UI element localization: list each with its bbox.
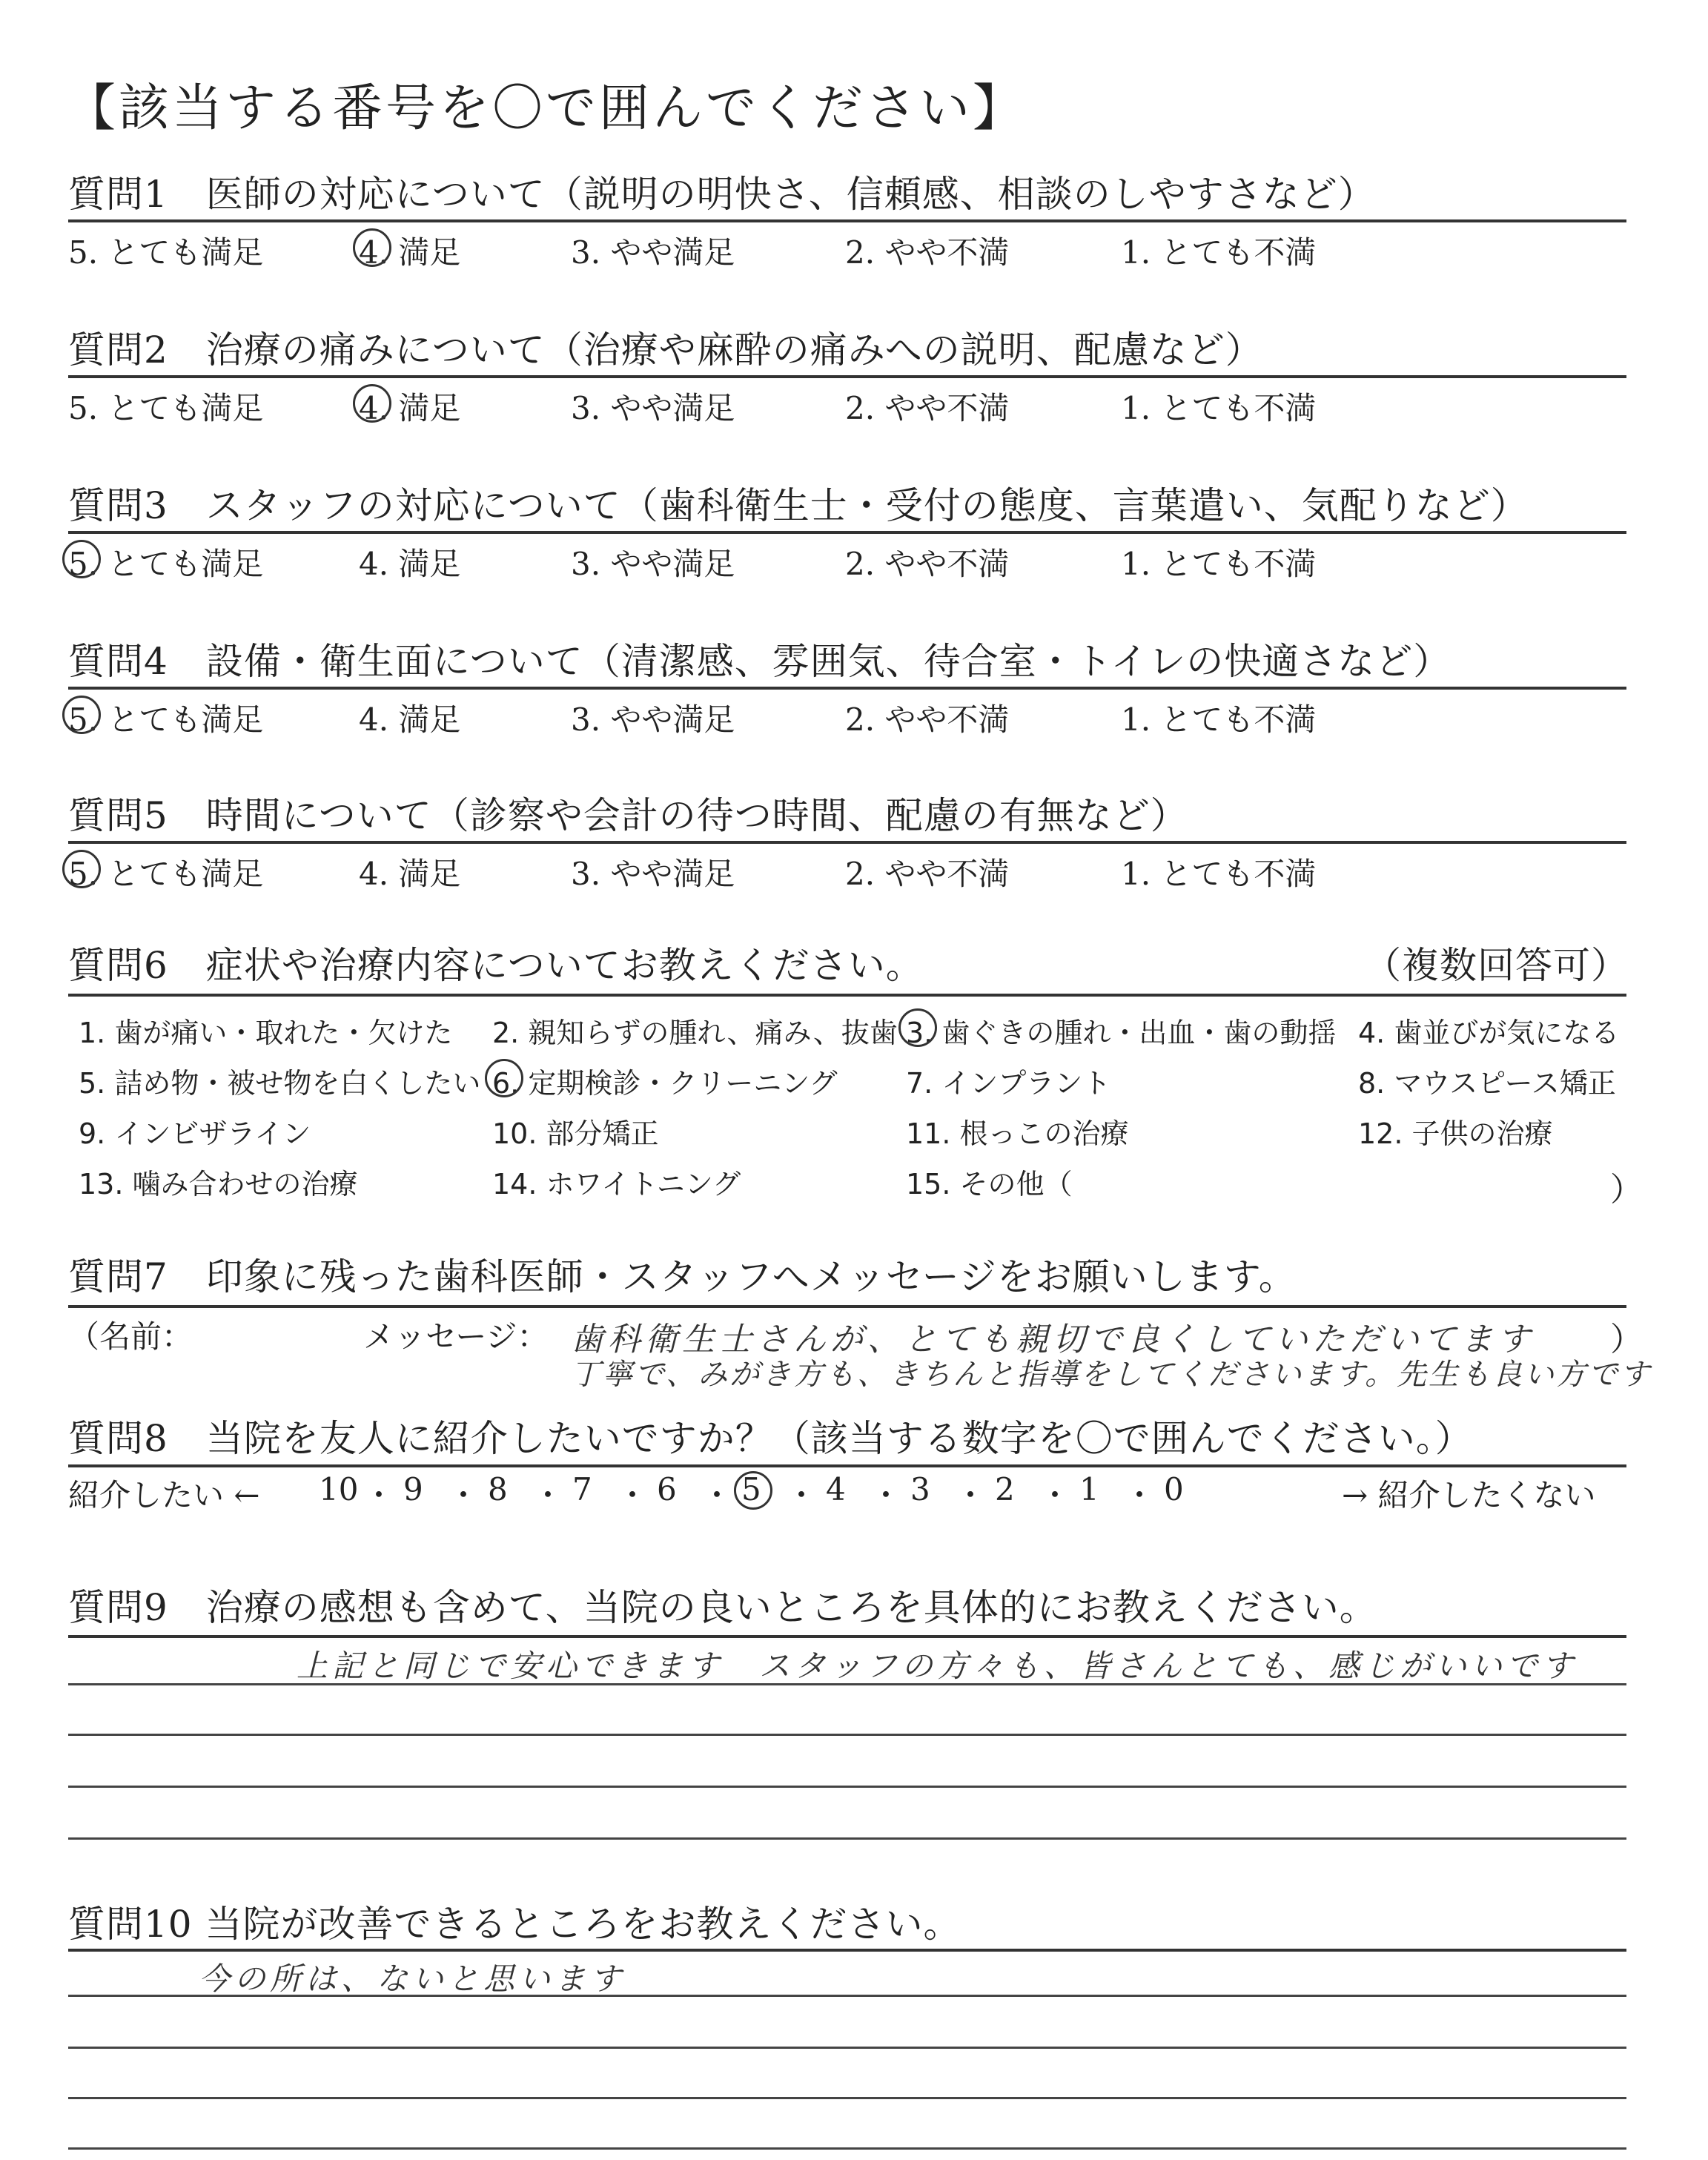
q10-answer-line [68, 2097, 1626, 2099]
q2-option-2[interactable]: 2. やや不満 [845, 390, 1010, 426]
q1-option-5[interactable]: 5. とても満足 [68, 234, 264, 271]
q4-option-1[interactable]: 1. とても不満 [1121, 701, 1317, 738]
q9-answer-line [68, 1837, 1626, 1840]
q8-scale-separator: ・ [1039, 1477, 1071, 1513]
q8-scale-separator: ・ [1124, 1477, 1156, 1513]
q8-scale-9[interactable]: 9 [403, 1471, 423, 1507]
q7-close-paren: ） [1610, 1321, 1643, 1358]
q10-answer-line [68, 2047, 1626, 2049]
q7-message-line-1: 歯科衛生士さんが、とても親切で良くしていただいてます [571, 1321, 1535, 1358]
q6-option-13[interactable]: 13. 噛み合わせの治療 [79, 1168, 358, 1200]
q10-title: 質問10 当院が改善できるところをお教えください。 [68, 1903, 961, 1946]
q10-rule [68, 1949, 1626, 1952]
q8-scale-4[interactable]: 4 [826, 1471, 846, 1507]
q6-selected-circle [898, 1008, 937, 1047]
q2-title: 質問2 治療の痛みについて（治療や麻酔の痛みへの説明、配慮など） [68, 328, 1263, 371]
q4-rule [68, 687, 1626, 690]
q7-rule [68, 1305, 1626, 1308]
q4-option-5[interactable]: 5. とても満足 [68, 701, 264, 738]
q8-right-label: → 紹介したくない [1342, 1477, 1596, 1513]
q8-scale-3[interactable]: 3 [910, 1471, 930, 1507]
q6-title: 質問6 症状や治療内容についてお教えください。 [68, 944, 924, 987]
q3-option-1[interactable]: 1. とても不満 [1121, 546, 1317, 582]
q7-name-label: （名前： [68, 1318, 193, 1355]
q4-option-2[interactable]: 2. やや不満 [845, 701, 1010, 738]
q9-answer-line [68, 1683, 1626, 1685]
q8-scale-0[interactable]: 0 [1164, 1471, 1184, 1507]
q9-rule [68, 1635, 1626, 1638]
q2-option-1[interactable]: 1. とても不満 [1121, 390, 1317, 426]
q7-title: 質問7 印象に残った歯科医師・スタッフへメッセージをお願いします。 [68, 1255, 1297, 1298]
q5-option-5[interactable]: 5. とても満足 [68, 856, 264, 892]
q6-option-9[interactable]: 9. インビザライン [79, 1117, 311, 1150]
q8-scale-1[interactable]: 1 [1079, 1471, 1099, 1507]
q2-rule [68, 375, 1626, 378]
q8-left-label: 紹介したい ← [68, 1477, 260, 1513]
q6-option-1[interactable]: 1. 歯が痛い・取れた・欠けた [79, 1017, 453, 1049]
q5-option-4[interactable]: 4. 満足 [359, 856, 461, 892]
q1-option-4[interactable]: 4. 満足 [359, 234, 461, 271]
q10-answer-line [68, 2147, 1626, 2150]
q6-selected-circle [485, 1059, 523, 1097]
q5-option-2[interactable]: 2. やや不満 [845, 856, 1010, 892]
page-header: 【該当する番号を〇で囲んでください】 [65, 79, 1027, 138]
q1-rule [68, 219, 1626, 222]
q8-scale-separator: ・ [701, 1477, 733, 1513]
q8-scale-separator: ・ [363, 1477, 395, 1513]
q4-option-3[interactable]: 3. やや満足 [571, 701, 735, 738]
q8-scale-separator: ・ [448, 1477, 480, 1513]
q6-option-7[interactable]: 7. インプラント [906, 1067, 1111, 1100]
q6-option-10[interactable]: 10. 部分矯正 [492, 1117, 659, 1150]
q4-option-4[interactable]: 4. 満足 [359, 701, 461, 738]
q8-scale-7[interactable]: 7 [572, 1471, 592, 1507]
q3-option-3[interactable]: 3. やや満足 [571, 546, 735, 582]
q6-option-8[interactable]: 8. マウスピース矯正 [1358, 1067, 1616, 1100]
q6-option-2[interactable]: 2. 親知らずの腫れ、痛み、抜歯 [492, 1017, 898, 1049]
q4-selected-circle [62, 696, 101, 734]
q8-scale-2[interactable]: 2 [995, 1471, 1015, 1507]
q7-message-label: メッセージ： [363, 1318, 549, 1355]
q8-scale-8[interactable]: 8 [488, 1471, 508, 1507]
q6-note: （複数回答可） [1364, 944, 1629, 987]
q2-selected-circle [353, 384, 391, 423]
q6-option-14[interactable]: 14. ホワイトニング [492, 1168, 741, 1200]
q8-scale-separator: ・ [955, 1477, 987, 1513]
q9-title: 質問9 治療の感想も含めて、当院の良いところを具体的にお教えください。 [68, 1586, 1377, 1629]
q1-option-1[interactable]: 1. とても不満 [1121, 234, 1317, 271]
q1-selected-circle [353, 228, 391, 267]
q1-option-2[interactable]: 2. やや不満 [845, 234, 1010, 271]
q9-answer-line [68, 1786, 1626, 1788]
q3-rule [68, 531, 1626, 534]
q8-scale-separator: ・ [617, 1477, 649, 1513]
q8-title: 質問8 当院を友人に紹介したいですか？（該当する数字を〇で囲んでください。） [68, 1417, 1473, 1460]
q10-answer-line [68, 1995, 1626, 1997]
q8-scale-separator: ・ [786, 1477, 818, 1513]
q6-option-6[interactable]: 6. 定期検診・クリーニング [492, 1067, 838, 1100]
q6-option-3[interactable]: 3. 歯ぐきの腫れ・出血・歯の動揺 [906, 1017, 1337, 1049]
q5-rule [68, 841, 1626, 844]
q3-option-2[interactable]: 2. やや不満 [845, 546, 1010, 582]
q7-message-line-2: 丁寧で、みがき方も、きちんと指導をしてくださいます。先生も良い方です [571, 1358, 1652, 1392]
q6-option-15[interactable]: 15. その他（ [906, 1168, 1073, 1200]
q5-title: 質問5 時間について（診察や会計の待つ時間、配慮の有無など） [68, 794, 1188, 837]
q4-title: 質問4 設備・衛生面について（清潔感、雰囲気、待合室・トイレの快適さなど） [68, 640, 1452, 683]
q1-title: 質問1 医師の対応について（説明の明快さ、信頼感、相談のしやすさなど） [68, 173, 1376, 216]
q3-selected-circle [62, 540, 101, 578]
q8-selected-circle [734, 1471, 772, 1510]
q6-option-5[interactable]: 5. 詰め物・被せ物を白くしたい [79, 1067, 481, 1100]
q8-scale-10[interactable]: 10 [319, 1471, 359, 1507]
q6-option-4[interactable]: 4. 歯並びが気になる [1358, 1017, 1620, 1049]
q1-option-3[interactable]: 3. やや満足 [571, 234, 735, 271]
q10-answer: 今の所は、ないと思います [199, 1961, 626, 1997]
q8-scale-6[interactable]: 6 [657, 1471, 677, 1507]
q9-answer: 上記と同じで安心できます スタッフの方々も、皆さんとても、感じがいいです [297, 1648, 1578, 1684]
q5-option-3[interactable]: 3. やや満足 [571, 856, 735, 892]
q5-selected-circle [62, 850, 101, 888]
q2-option-5[interactable]: 5. とても満足 [68, 390, 264, 426]
q3-title: 質問3 スタッフの対応について（歯科衛生士・受付の態度、言葉遣い、気配りなど） [68, 484, 1529, 527]
q9-answer-line [68, 1734, 1626, 1736]
q2-option-4[interactable]: 4. 満足 [359, 390, 461, 426]
q6-other-close-paren: ） [1610, 1171, 1643, 1209]
q8-scale-5[interactable]: 5 [741, 1471, 761, 1507]
q8-scale-separator: ・ [532, 1477, 564, 1513]
q6-rule [68, 994, 1626, 997]
q6-option-11[interactable]: 11. 根っこの治療 [906, 1117, 1129, 1150]
q2-option-3[interactable]: 3. やや満足 [571, 390, 735, 426]
q3-option-5[interactable]: 5. とても満足 [68, 546, 264, 582]
q3-option-4[interactable]: 4. 満足 [359, 546, 461, 582]
q5-option-1[interactable]: 1. とても不満 [1121, 856, 1317, 892]
q8-rule [68, 1464, 1626, 1467]
q6-option-12[interactable]: 12. 子供の治療 [1358, 1117, 1553, 1150]
q8-scale-separator: ・ [870, 1477, 902, 1513]
